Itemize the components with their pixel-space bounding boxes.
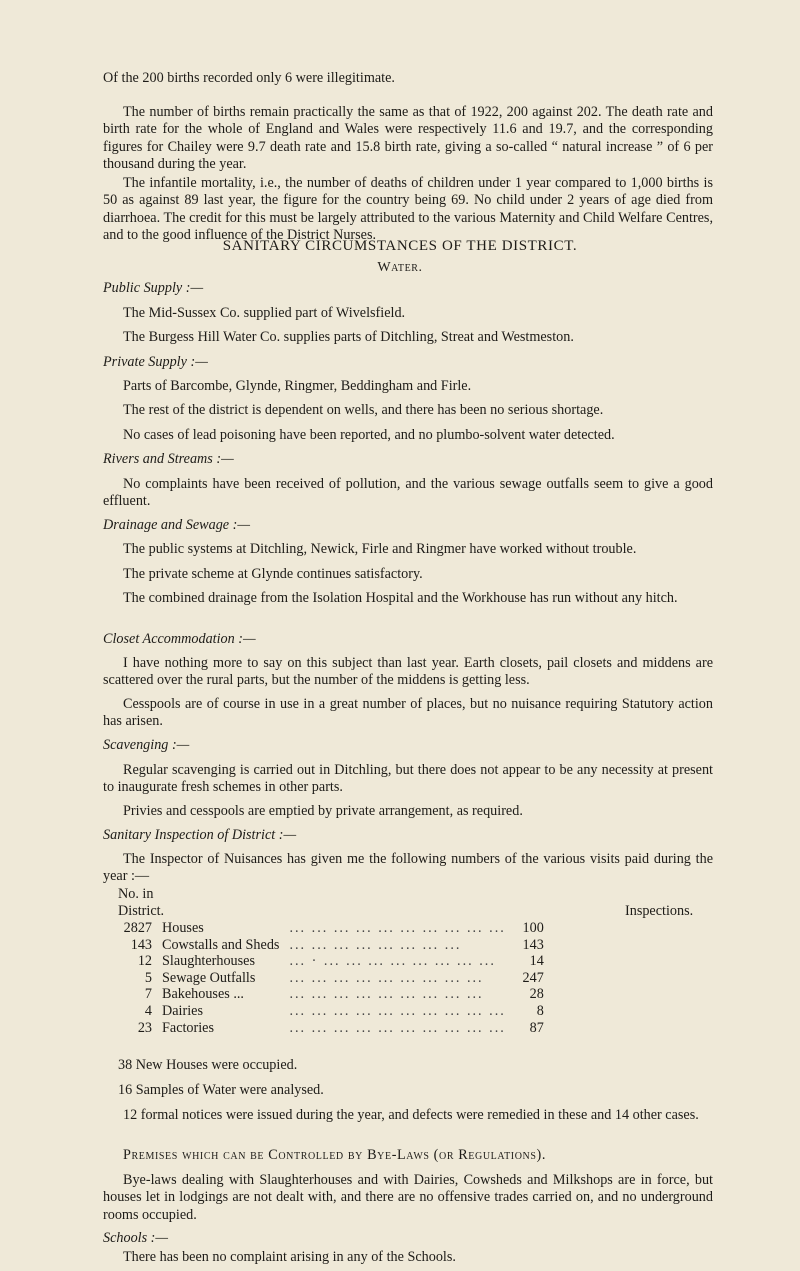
byelaws-text: Bye-laws dealing with Slaughterhouses and with Dairies, Cowsheds and Milkshops are in force, but houses let in lodgings are not dealt with, and there are no offensive trades carried on, and no underground rooms occupied. (103, 1172, 713, 1223)
closet-text-2: Cesspools are of course in use in a great number of places, but no nuisance requiring Statutory action has arisen. (103, 696, 713, 730)
inspection-heading: Sanitary Inspection of District :— (103, 827, 297, 843)
row-count: 5 (144, 969, 152, 986)
private-supply-line-2: The rest of the district is dependent on wells, and there has been no serious shortage. (123, 402, 604, 418)
premises-heading: Premises which can be Controlled by Bye-Laws (or Regulations). (123, 1147, 546, 1163)
row-inspections: 28 (529, 986, 544, 1003)
column-header-inspections: Inspections. (625, 903, 694, 919)
scavenging-paragraph (103, 762, 713, 797)
inspection-intro-text: The Inspector of Nuisances has given me the following numbers of the various visits paid during the year :— (103, 851, 713, 885)
births-text: The number of births remain practically the same as that of 1922, 200 against 202. The death rate and birth rate for the whole of England and Wales were respectively 11.6 and 19.7, and the corresponding figures for Chailey were 9.7 death rate and 15.8 birth rate, giving a so-called “ natural increase ” of 6 per thousand during the year. (103, 104, 713, 173)
water-samples-line: 16 Samples of Water were analysed. (118, 1082, 324, 1098)
row-leader-dots: ... · ... ... ... ... ... ... ... ... (289, 953, 496, 970)
drainage-line-1: The public systems at Ditchling, Newick, Firle and Ringmer have worked without trouble. (123, 541, 637, 557)
drainage-text: The combined drainage from the Isolation Hospital and the Workhouse has run without any hitch. (123, 590, 678, 606)
row-label: Dairies (162, 1002, 203, 1019)
table-row (118, 937, 544, 954)
private-supply-heading: Private Supply :— (103, 354, 208, 370)
rivers-paragraph (103, 476, 713, 511)
row-count: 12 (137, 953, 152, 970)
column-header-no-in: No. in (118, 886, 154, 902)
inspection-table (118, 920, 544, 1036)
row-leader-dots: ... ... ... ... ... ... ... ... (289, 936, 462, 953)
row-inspections: 87 (529, 1019, 544, 1036)
row-inspections: 247 (522, 969, 544, 986)
notices-text: 12 formal notices were issued during the year, and defects were remedied in these and 14 other cases. (123, 1107, 699, 1123)
illegitimate-births-line: Of the 200 births recorded only 6 were illegitimate. (103, 70, 395, 86)
notices-paragraph (103, 1107, 713, 1124)
row-leader-dots: ... ... ... ... ... ... ... ... ... ... (289, 1019, 506, 1036)
inspection-intro (103, 851, 713, 886)
table-row (118, 1003, 544, 1020)
row-leader-dots: ... ... ... ... ... ... ... ... ... ... (289, 920, 506, 936)
row-label: Cowstalls and Sheds (162, 936, 280, 953)
section-title: SANITARY CIRCUMSTANCES OF THE DISTRICT. (222, 238, 578, 254)
drainage-line-2: The private scheme at Glynde continues satisfactory. (123, 566, 423, 582)
new-houses-line: 38 New Houses were occupied. (118, 1057, 298, 1073)
closet-heading: Closet Accommodation :— (103, 631, 256, 647)
scavenging-heading: Scavenging :— (103, 737, 190, 753)
row-leader-dots: ... ... ... ... ... ... ... ... ... (289, 986, 484, 1003)
column-header-district: District. (118, 903, 165, 919)
row-label: Houses (162, 920, 204, 936)
table-row (118, 970, 544, 987)
public-supply-heading: Public Supply :— (103, 280, 204, 296)
public-supply-line-2: The Burgess Hill Water Co. supplies parts of Ditchling, Streat and Westmeston. (123, 329, 574, 345)
row-label: Slaughterhouses (162, 953, 255, 970)
row-count: 7 (144, 986, 152, 1003)
drainage-heading: Drainage and Sewage :— (103, 517, 250, 533)
row-count: 23 (137, 1019, 152, 1036)
water-heading: Water. (377, 260, 423, 275)
infant-mortality-text: The infantile mortality, i.e., the number of deaths of children under 1 year compared to 1,000 births is 50 as against 89 last year, the figure for the country being 69. No child under 2 years of age died from diarrhoea. The credit for this must be largely attributed to the various Maternity and Child Welfare Centres, and to the good influence of the District Nurses. (103, 175, 713, 244)
row-count: 2827 (123, 920, 152, 936)
row-label: Sewage Outfalls (162, 969, 256, 986)
infant-mortality-paragraph (103, 175, 713, 245)
table-row (118, 953, 544, 970)
table-row (118, 986, 544, 1003)
row-count: 4 (144, 1002, 152, 1019)
drainage-paragraph (103, 590, 713, 607)
row-label: Bakehouses ... (162, 986, 244, 1003)
row-inspections: 143 (522, 936, 544, 953)
births-paragraph (103, 104, 713, 174)
row-count: 143 (130, 936, 152, 953)
byelaws-paragraph (103, 1172, 713, 1224)
public-supply-line-1: The Mid-Sussex Co. supplied part of Wivelsfield. (123, 305, 406, 321)
closet-paragraph-1 (103, 655, 713, 690)
table-row (118, 1020, 544, 1037)
schools-heading: Schools :— (103, 1230, 169, 1246)
private-supply-line-3: No cases of lead poisoning have been reported, and no plumbo-solvent water detected. (123, 427, 615, 443)
table-row (118, 920, 544, 937)
rivers-text: No complaints have been received of pollution, and the various sewage outfalls seem to give a good effluent. (103, 476, 713, 510)
closet-text-1: I have nothing more to say on this subject than last year. Earth closets, pail closets and middens are scattered over the rural parts, but the number of the middens is getting less. (103, 655, 713, 689)
row-inspections: 8 (536, 1002, 544, 1019)
private-supply-line-1: Parts of Barcombe, Glynde, Ringmer, Beddingham and Firle. (123, 378, 472, 394)
closet-paragraph-2 (103, 696, 713, 731)
row-label: Factories (162, 1019, 215, 1036)
row-leader-dots: ... ... ... ... ... ... ... ... ... ... (289, 1002, 506, 1019)
scavenging-text: Regular scavenging is carried out in Ditchling, but there does not appear to be any necessity at present to inaugurate fresh schemes in other parts. (103, 762, 713, 796)
row-leader-dots: ... ... ... ... ... ... ... ... ... (289, 969, 484, 986)
schools-line: There has been no complaint arising in any of the Schools. (123, 1249, 456, 1265)
scavenging-line: Privies and cesspools are emptied by private arrangement, as required. (123, 803, 523, 819)
rivers-heading: Rivers and Streams :— (103, 451, 234, 467)
row-inspections: 14 (529, 953, 544, 970)
row-inspections: 100 (522, 920, 544, 936)
